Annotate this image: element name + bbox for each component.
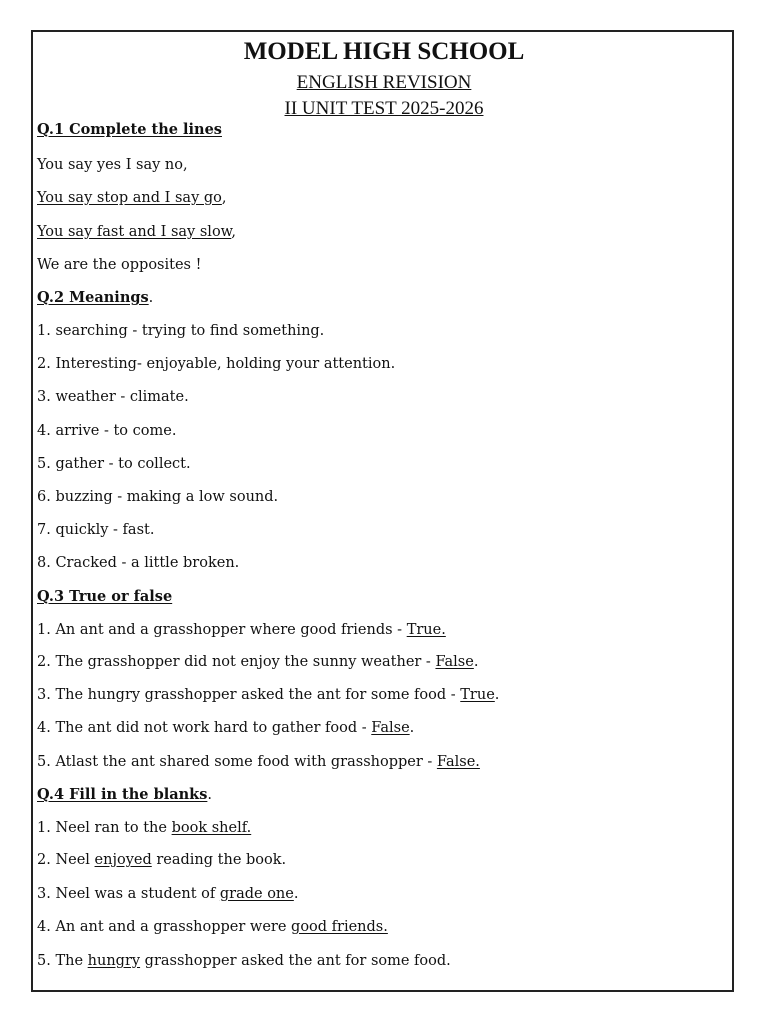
q3-item-5 — [37, 753, 480, 771]
q4-heading — [37, 786, 212, 804]
q1-line-3 — [37, 223, 236, 241]
test-title: II UNIT TEST 2025-2026 — [284, 98, 484, 119]
q4-item-5-answer: hungry — [87, 953, 141, 969]
q2-item-5: 5. gather - to collect. — [37, 456, 191, 472]
q1-line-3-tail: , — [231, 224, 236, 240]
q2-item-3: 3. weather - climate. — [37, 389, 189, 405]
q1-line-2-tail: , — [221, 190, 227, 206]
q3-item-4-tail: . — [409, 720, 415, 736]
q4-item-2-answer: enjoyed — [94, 852, 152, 868]
q4-heading-tail: . — [207, 787, 212, 803]
q3-item-5-answer: False. — [436, 754, 480, 770]
page-border — [31, 30, 734, 992]
q4-item-4-answer: good friends. — [291, 919, 388, 935]
q3-item-3-text: 3. The hungry grasshopper asked the ant for some food - — [37, 687, 461, 703]
q2-item-2: 2. Interesting- enjoyable, holding your attention. — [37, 356, 396, 372]
q3-heading — [37, 588, 172, 606]
q4-item-3 — [37, 885, 298, 903]
q4-item-1-answer: book shelf. — [171, 820, 252, 836]
q2-heading — [37, 289, 153, 307]
q4-item-5-post: grasshopper asked the ant for some food. — [140, 953, 451, 969]
q3-item-4-answer: False — [371, 720, 410, 736]
q3-item-3-tail: . — [494, 687, 500, 703]
q3-heading-text: Q.3 True or false — [37, 588, 173, 605]
q1-heading — [37, 121, 222, 139]
q4-item-2-post: reading the book. — [151, 852, 287, 868]
subject-title: ENGLISH REVISION — [296, 72, 472, 93]
q3-item-2-answer: False — [435, 654, 474, 670]
q2-heading-text: Q.2 Meanings — [37, 289, 149, 306]
q4-heading-text: Q.4 Fill in the blanks — [37, 786, 208, 803]
q4-item-4 — [37, 918, 388, 936]
q3-item-2-text: 2. The grasshopper did not enjoy the sunny weather - — [37, 654, 436, 670]
q4-item-4-pre: 4. An ant and a grasshopper were — [37, 919, 292, 935]
q1-heading-text: Q.1 Complete the lines — [37, 121, 222, 138]
q4-item-2-pre: 2. Neel — [37, 852, 95, 868]
q1-line-2-answer: You say stop and I say go — [37, 190, 222, 206]
q2-item-8: 8. Cracked - a little broken. — [37, 555, 240, 571]
q4-item-1-pre: 1. Neel ran to the — [37, 820, 172, 836]
q2-item-6: 6. buzzing - making a low sound. — [37, 489, 279, 505]
q1-line-3-answer: You say fast and I say slow — [37, 224, 232, 240]
q2-heading-tail: . — [148, 290, 154, 306]
q2-item-4: 4. arrive - to come. — [37, 423, 177, 439]
q3-item-4-text: 4. The ant did not work hard to gather food - — [37, 720, 372, 736]
q3-item-3 — [37, 686, 499, 704]
q3-item-5-text: 5. Atlast the ant shared some food with grasshopper - — [37, 754, 437, 770]
school-title: MODEL HIGH SCHOOL — [243, 38, 525, 65]
q3-item-1 — [37, 621, 446, 639]
q4-item-5 — [37, 952, 451, 970]
q4-item-2 — [37, 851, 286, 869]
q4-item-3-post: . — [293, 886, 299, 902]
q2-item-1: 1. searching - trying to find something. — [37, 323, 325, 339]
q1-line-1: You say yes I say no, — [37, 157, 188, 173]
q3-item-1-text: 1. An ant and a grasshopper where good friends - — [37, 622, 407, 638]
q1-line-4: We are the opposites ! — [37, 257, 202, 273]
q1-line-2 — [37, 189, 226, 207]
q3-item-2-tail: . — [473, 654, 479, 670]
q4-item-1 — [37, 819, 251, 837]
q4-item-3-pre: 3. Neel was a student of — [37, 886, 220, 902]
q3-item-2 — [37, 653, 478, 671]
q3-item-3-answer: True — [460, 687, 495, 703]
q4-item-3-answer: grade one — [219, 886, 294, 902]
q3-item-4 — [37, 719, 414, 737]
q4-item-5-pre: 5. The — [37, 953, 88, 969]
q3-item-1-answer: True. — [406, 622, 446, 638]
q2-item-7: 7. quickly - fast. — [37, 522, 155, 538]
